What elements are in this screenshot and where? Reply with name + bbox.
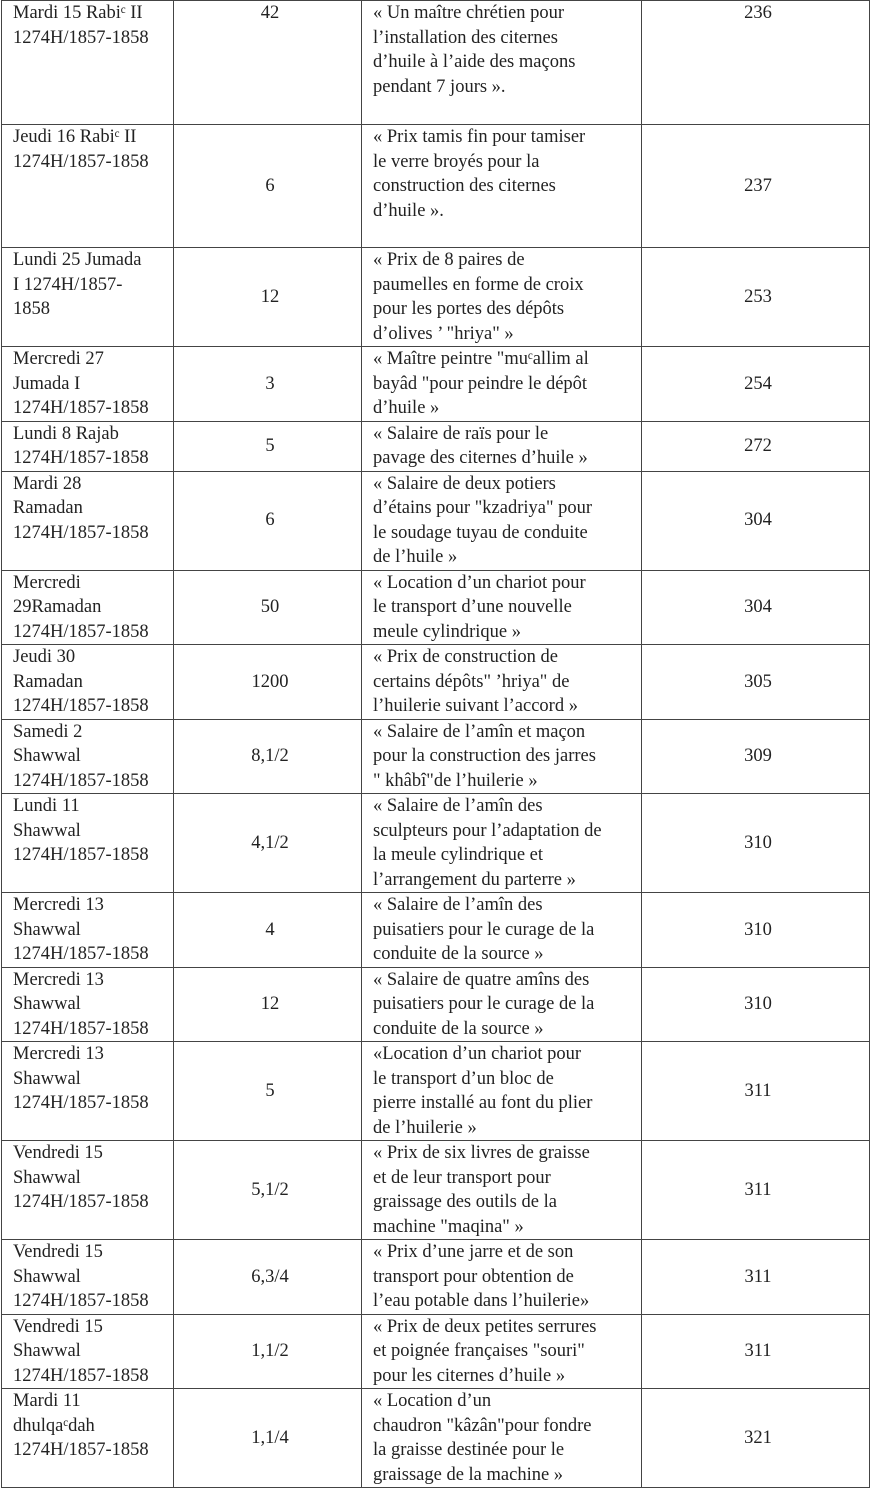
page-number-cell <box>642 248 870 347</box>
description-text: « Salaire de l’amîn des sculpteurs pour l’adaptation de la meule cylindrique et l’arrangement du parterre » <box>373 796 602 890</box>
date-text: Vendredi 15 Shawwal 1274H/1857-1858 <box>13 1143 149 1212</box>
description-text: « Maître peintre "muᶜallim al bayâd "pour peindre le dépôt d’huile » <box>373 349 589 418</box>
page-number-text: 236 <box>744 3 772 23</box>
amount-text: 3 <box>265 373 275 394</box>
table-row <box>2 1 870 125</box>
date-text: Mardi 28 Ramadan 1274H/1857-1858 <box>13 473 149 543</box>
amount-text: 6 <box>265 510 275 531</box>
amount-text: 1,1/2 <box>251 1341 289 1361</box>
date-text: Mercredi 27 Jumada I 1274H/1857-1858 <box>13 349 149 418</box>
description-cell <box>362 347 642 422</box>
description-cell <box>362 1 642 125</box>
amount-text: 6,3/4 <box>251 1266 289 1287</box>
expense-table <box>1 0 870 1488</box>
page-number-text: 311 <box>744 1341 772 1361</box>
description-cell <box>362 893 642 968</box>
date-cell <box>2 645 174 720</box>
date-text: Vendredi 15 Shawwal 1274H/1857-1858 <box>13 1316 149 1386</box>
description-text: « Salaire de raïs pour le pavage des citernes d’huile » <box>373 423 588 468</box>
description-text: « Prix de construction de certains dépôts" ’hriya" de l’huilerie suivant l’accord » <box>373 647 578 716</box>
description-cell <box>362 719 642 794</box>
date-text: Jeudi 16 Rabiᶜ II 1274H/1857-1858 <box>13 127 149 172</box>
date-cell <box>2 1389 174 1488</box>
page-number-cell <box>642 421 870 471</box>
page-number-cell <box>642 1141 870 1240</box>
date-cell <box>2 1314 174 1389</box>
amount-cell <box>174 645 362 720</box>
description-text: « Prix de deux petites serrures et poignée françaises "souri" pour les citernes d’huile » <box>373 1316 597 1386</box>
date-cell <box>2 1240 174 1315</box>
page-number-text: 311 <box>744 1080 772 1101</box>
page-number-text: 305 <box>744 671 772 692</box>
amount-cell <box>174 347 362 422</box>
date-cell <box>2 1141 174 1240</box>
amount-cell <box>174 967 362 1042</box>
date-text: Mardi 11 dhulqaᶜdah 1274H/1857-1858 <box>13 1391 149 1460</box>
amount-text: 4,1/2 <box>251 832 289 853</box>
description-text: « Salaire de deux potiers d’étains pour "kzadriya" pour le soudage tuyau de conduite de l’huile » <box>373 473 593 567</box>
description-cell <box>362 794 642 893</box>
date-cell <box>2 1 174 125</box>
description-text: « Location d’un chariot pour le transport d’une nouvelle meule cylindrique » <box>373 572 586 642</box>
table-row <box>2 125 870 248</box>
description-text: « Un maître chrétien pour l’installation des citernes d’huile à l’aide des maçons pendant 7 jours ». <box>373 3 576 97</box>
table-row <box>2 1240 870 1315</box>
page-number-cell <box>642 1389 870 1488</box>
description-text: « Salaire de l’amîn et maçon pour la construction des jarres " khâbî"de l’huilerie » <box>373 721 596 791</box>
amount-cell <box>174 1141 362 1240</box>
page-number-text: 304 <box>744 597 772 617</box>
page-number-cell <box>642 471 870 570</box>
page-number-text: 253 <box>744 286 772 307</box>
table-row <box>2 1141 870 1240</box>
amount-text: 1200 <box>251 671 289 692</box>
page-number-cell <box>642 1314 870 1389</box>
amount-text: 6 <box>265 175 275 196</box>
expense-table-body <box>2 1 870 1488</box>
date-cell <box>2 248 174 347</box>
page-number-cell <box>642 347 870 422</box>
table-row <box>2 1042 870 1141</box>
date-text: Mercredi 29Ramadan 1274H/1857-1858 <box>13 572 149 642</box>
date-text: Lundi 8 Rajab 1274H/1857-1858 <box>13 423 149 468</box>
date-cell <box>2 471 174 570</box>
amount-cell <box>174 421 362 471</box>
description-text: « Prix de six livres de graisse et de leur transport pour graissage des outils de la machine "maqina" » <box>373 1143 590 1237</box>
amount-cell <box>174 1240 362 1315</box>
amount-cell <box>174 1 362 125</box>
date-text: Lundi 11 Shawwal 1274H/1857-1858 <box>13 796 149 865</box>
date-cell <box>2 125 174 248</box>
date-cell <box>2 1042 174 1141</box>
description-text: «Location d’un chariot pour le transport d’un bloc de pierre installé au font du plier de l’huilerie » <box>373 1044 593 1138</box>
description-cell <box>362 645 642 720</box>
amount-text: 5,1/2 <box>251 1179 289 1200</box>
date-text: Mercredi 13 Shawwal 1274H/1857-1858 <box>13 1044 149 1113</box>
date-cell <box>2 421 174 471</box>
page-number-cell <box>642 893 870 968</box>
page-number-cell <box>642 794 870 893</box>
page-number-text: 311 <box>744 1266 772 1287</box>
page-number-text: 310 <box>744 832 772 853</box>
page-number-text: 321 <box>744 1427 772 1448</box>
page-number-text: 304 <box>744 510 772 531</box>
page-number-text: 310 <box>744 994 772 1014</box>
table-row <box>2 347 870 422</box>
table-row <box>2 421 870 471</box>
date-cell <box>2 719 174 794</box>
date-text: Mercredi 13 Shawwal 1274H/1857-1858 <box>13 895 149 964</box>
amount-text: 12 <box>260 994 280 1014</box>
amount-cell <box>174 125 362 248</box>
table-row <box>2 967 870 1042</box>
page-number-text: 311 <box>744 1179 772 1200</box>
amount-text: 8,1/2 <box>251 746 289 766</box>
page-number-cell <box>642 570 870 645</box>
description-text: « Salaire de l’amîn des puisatiers pour le curage de la conduite de la source » <box>373 895 595 964</box>
date-text: Samedi 2 Shawwal 1274H/1857-1858 <box>13 721 149 791</box>
description-cell <box>362 1240 642 1315</box>
page-number-cell <box>642 1 870 125</box>
date-cell <box>2 347 174 422</box>
description-text: « Salaire de quatre amîns des puisatiers pour le curage de la conduite de la source » <box>373 969 595 1039</box>
table-row <box>2 1389 870 1488</box>
description-cell <box>362 1141 642 1240</box>
table-row <box>2 794 870 893</box>
amount-text: 5 <box>265 435 275 456</box>
table-row <box>2 1314 870 1389</box>
amount-cell <box>174 471 362 570</box>
amount-text: 42 <box>260 3 280 23</box>
amount-text: 12 <box>260 286 280 307</box>
description-cell <box>362 248 642 347</box>
date-text: Lundi 25 Jumada I 1274H/1857- 1858 <box>13 250 142 319</box>
date-text: Vendredi 15 Shawwal 1274H/1857-1858 <box>13 1242 149 1311</box>
table-row <box>2 645 870 720</box>
date-text: Mardi 15 Rabiᶜ II 1274H/1857-1858 <box>13 3 149 48</box>
description-text: « Prix d’une jarre et de son transport pour obtention de l’eau potable dans l’huilerie» <box>373 1242 590 1311</box>
description-cell <box>362 967 642 1042</box>
amount-cell <box>174 893 362 968</box>
table-row <box>2 471 870 570</box>
page-number-cell <box>642 1240 870 1315</box>
amount-text: 4 <box>265 919 275 940</box>
amount-cell <box>174 248 362 347</box>
amount-text: 5 <box>265 1080 275 1101</box>
date-cell <box>2 967 174 1042</box>
amount-cell <box>174 1042 362 1141</box>
amount-text: 50 <box>260 597 280 617</box>
amount-cell <box>174 1389 362 1488</box>
description-cell <box>362 570 642 645</box>
amount-text: 1,1/4 <box>251 1427 289 1448</box>
description-text: « Prix de 8 paires de paumelles en forme de croix pour les portes des dépôts d’olives ’ "hriya" » <box>373 250 584 344</box>
page-number-text: 310 <box>744 919 772 940</box>
page-number-cell <box>642 1042 870 1141</box>
table-row <box>2 248 870 347</box>
date-cell <box>2 794 174 893</box>
description-cell <box>362 1389 642 1488</box>
date-text: Jeudi 30 Ramadan 1274H/1857-1858 <box>13 647 149 716</box>
date-cell <box>2 570 174 645</box>
amount-cell <box>174 794 362 893</box>
description-cell <box>362 1042 642 1141</box>
description-text: « Prix tamis fin pour tamiser le verre broyés pour la construction des citernes d’huile ». <box>373 127 586 221</box>
page-number-cell <box>642 967 870 1042</box>
amount-cell <box>174 719 362 794</box>
page-number-cell <box>642 645 870 720</box>
date-cell <box>2 893 174 968</box>
page-number-cell <box>642 125 870 248</box>
description-cell <box>362 471 642 570</box>
page-number-text: 254 <box>744 373 772 394</box>
description-cell <box>362 1314 642 1389</box>
table-row <box>2 893 870 968</box>
description-cell <box>362 125 642 248</box>
page-number-text: 237 <box>744 175 772 196</box>
table-row <box>2 570 870 645</box>
table-row <box>2 719 870 794</box>
amount-cell <box>174 570 362 645</box>
page-number-cell <box>642 719 870 794</box>
description-text: « Location d’un chaudron "kâzân"pour fondre la graisse destinée pour le graissage de la machine » <box>373 1391 592 1485</box>
amount-cell <box>174 1314 362 1389</box>
date-text: Mercredi 13 Shawwal 1274H/1857-1858 <box>13 969 149 1039</box>
page-number-text: 309 <box>744 746 772 766</box>
description-cell <box>362 421 642 471</box>
page-number-text: 272 <box>744 435 772 456</box>
